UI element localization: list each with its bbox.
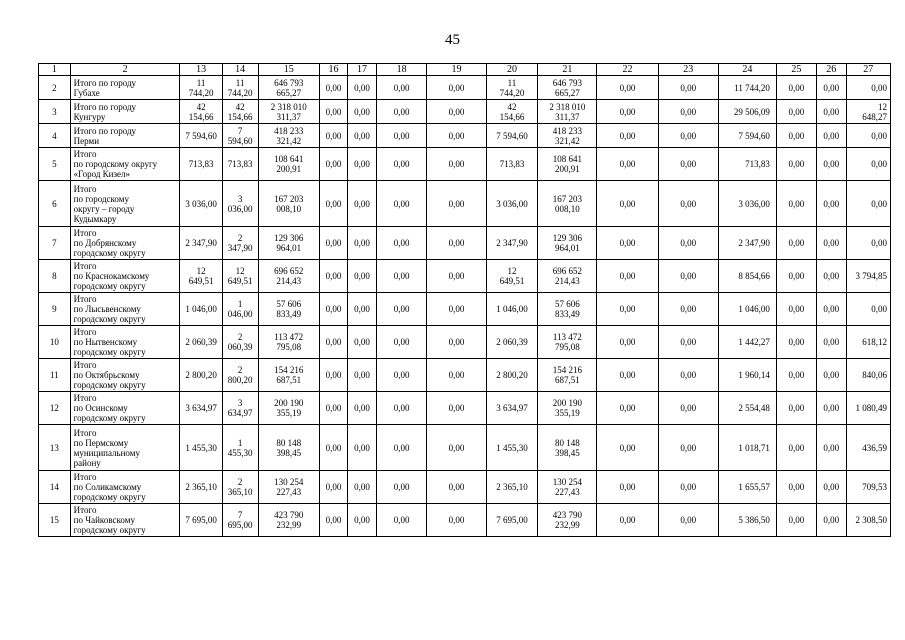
col-15-cell: 696 652 214,43 xyxy=(258,260,319,293)
col-23-cell: 0,00 xyxy=(658,124,718,148)
col-26-cell: 0,00 xyxy=(816,293,846,326)
col-17-cell: 0,00 xyxy=(348,504,377,537)
col-20-cell: 2 365,10 xyxy=(486,471,538,504)
col-21-cell: 154 216 687,51 xyxy=(538,359,597,392)
col-24-cell: 1 018,71 xyxy=(718,425,776,471)
col-19-cell: 0,00 xyxy=(427,148,486,181)
col-13-cell: 3 036,00 xyxy=(180,181,222,227)
col-17-cell: 0,00 xyxy=(348,227,377,260)
col-14-cell: 11 744,20 xyxy=(222,76,258,100)
col-19-cell: 0,00 xyxy=(427,181,486,227)
col-24-cell: 2 347,90 xyxy=(718,227,776,260)
col-14-cell: 7 695,00 xyxy=(222,504,258,537)
col-25-cell: 0,00 xyxy=(776,260,816,293)
col-21-cell: 423 790 232,99 xyxy=(538,504,597,537)
col-27-cell: 0,00 xyxy=(846,124,890,148)
col-25-cell: 0,00 xyxy=(776,392,816,425)
col-22-cell: 0,00 xyxy=(597,425,658,471)
row-number-cell: 12 xyxy=(39,392,71,425)
col-17-cell: 0,00 xyxy=(348,471,377,504)
col-17-cell: 0,00 xyxy=(348,76,377,100)
col-16-cell: 0,00 xyxy=(319,293,348,326)
col-26-cell: 0,00 xyxy=(816,124,846,148)
col-22-cell: 0,00 xyxy=(597,471,658,504)
table-row xyxy=(39,148,891,181)
col-20-cell: 12 649,51 xyxy=(486,260,538,293)
col-17-cell: 0,00 xyxy=(348,181,377,227)
col-15-cell: 108 641 200,91 xyxy=(258,148,319,181)
col-16-cell: 0,00 xyxy=(319,471,348,504)
col-15-cell: 418 233 321,42 xyxy=(258,124,319,148)
col-23-cell: 0,00 xyxy=(658,359,718,392)
column-header-25: 25 xyxy=(776,64,816,76)
col-24-cell: 1 960,14 xyxy=(718,359,776,392)
territory-name-cell: Итого по Лысьвенскому городскому округу xyxy=(70,293,180,326)
col-16-cell: 0,00 xyxy=(319,359,348,392)
col-20-cell: 3 634,97 xyxy=(486,392,538,425)
col-13-cell: 42 154,66 xyxy=(180,100,222,124)
col-19-cell: 0,00 xyxy=(427,293,486,326)
col-26-cell: 0,00 xyxy=(816,100,846,124)
col-14-cell: 2 347,90 xyxy=(222,227,258,260)
column-header-14: 14 xyxy=(222,64,258,76)
col-22-cell: 0,00 xyxy=(597,504,658,537)
territory-name-cell: Итого по Чайковскому городскому округу xyxy=(70,504,180,537)
col-26-cell: 0,00 xyxy=(816,260,846,293)
col-21-cell: 418 233 321,42 xyxy=(538,124,597,148)
col-13-cell: 7 695,00 xyxy=(180,504,222,537)
col-21-cell: 113 472 795,08 xyxy=(538,326,597,359)
col-24-cell: 3 036,00 xyxy=(718,181,776,227)
column-header-23: 23 xyxy=(658,64,718,76)
col-18-cell: 0,00 xyxy=(376,425,427,471)
col-15-cell: 646 793 665,27 xyxy=(258,76,319,100)
col-23-cell: 0,00 xyxy=(658,392,718,425)
col-27-cell: 840,06 xyxy=(846,359,890,392)
col-23-cell: 0,00 xyxy=(658,293,718,326)
col-21-cell: 130 254 227,43 xyxy=(538,471,597,504)
col-24-cell: 7 594,60 xyxy=(718,124,776,148)
col-18-cell: 0,00 xyxy=(376,100,427,124)
col-21-cell: 57 606 833,49 xyxy=(538,293,597,326)
col-14-cell: 42 154,66 xyxy=(222,100,258,124)
column-header-20: 20 xyxy=(486,64,538,76)
col-20-cell: 2 060,39 xyxy=(486,326,538,359)
column-header-16: 16 xyxy=(319,64,348,76)
row-number-cell: 14 xyxy=(39,471,71,504)
col-19-cell: 0,00 xyxy=(427,100,486,124)
col-21-cell: 129 306 964,01 xyxy=(538,227,597,260)
col-20-cell: 713,83 xyxy=(486,148,538,181)
column-header-21: 21 xyxy=(538,64,597,76)
col-27-cell: 709,53 xyxy=(846,471,890,504)
col-22-cell: 0,00 xyxy=(597,227,658,260)
row-number-cell: 7 xyxy=(39,227,71,260)
col-19-cell: 0,00 xyxy=(427,260,486,293)
col-15-cell: 167 203 008,10 xyxy=(258,181,319,227)
col-25-cell: 0,00 xyxy=(776,227,816,260)
row-number-cell: 2 xyxy=(39,76,71,100)
col-13-cell: 2 800,20 xyxy=(180,359,222,392)
col-25-cell: 0,00 xyxy=(776,76,816,100)
col-15-cell: 57 606 833,49 xyxy=(258,293,319,326)
col-21-cell: 2 318 010 311,37 xyxy=(538,100,597,124)
column-header-1: 1 xyxy=(39,64,71,76)
col-18-cell: 0,00 xyxy=(376,76,427,100)
col-19-cell: 0,00 xyxy=(427,425,486,471)
row-number-cell: 8 xyxy=(39,260,71,293)
col-24-cell: 29 506,09 xyxy=(718,100,776,124)
col-27-cell: 2 308,50 xyxy=(846,504,890,537)
row-number-cell: 6 xyxy=(39,181,71,227)
col-15-cell: 130 254 227,43 xyxy=(258,471,319,504)
col-21-cell: 108 641 200,91 xyxy=(538,148,597,181)
col-26-cell: 0,00 xyxy=(816,326,846,359)
col-16-cell: 0,00 xyxy=(319,124,348,148)
table-row xyxy=(39,181,891,227)
col-19-cell: 0,00 xyxy=(427,392,486,425)
col-22-cell: 0,00 xyxy=(597,100,658,124)
col-27-cell: 0,00 xyxy=(846,148,890,181)
col-16-cell: 0,00 xyxy=(319,100,348,124)
col-18-cell: 0,00 xyxy=(376,260,427,293)
col-15-cell: 80 148 398,45 xyxy=(258,425,319,471)
col-18-cell: 0,00 xyxy=(376,359,427,392)
col-13-cell: 2 347,90 xyxy=(180,227,222,260)
col-20-cell: 2 347,90 xyxy=(486,227,538,260)
col-13-cell: 1 046,00 xyxy=(180,293,222,326)
col-19-cell: 0,00 xyxy=(427,124,486,148)
column-header-13: 13 xyxy=(180,64,222,76)
col-24-cell: 5 386,50 xyxy=(718,504,776,537)
col-24-cell: 1 046,00 xyxy=(718,293,776,326)
col-17-cell: 0,00 xyxy=(348,392,377,425)
col-14-cell: 1 046,00 xyxy=(222,293,258,326)
col-26-cell: 0,00 xyxy=(816,181,846,227)
col-14-cell: 3 036,00 xyxy=(222,181,258,227)
table-row xyxy=(39,425,891,471)
territory-name-cell: Итого по Краснокамскому городскому округу xyxy=(70,260,180,293)
col-17-cell: 0,00 xyxy=(348,100,377,124)
col-16-cell: 0,00 xyxy=(319,181,348,227)
col-14-cell: 2 800,20 xyxy=(222,359,258,392)
territory-name-cell: Итого по Добрянскому городскому округу xyxy=(70,227,180,260)
row-number-cell: 10 xyxy=(39,326,71,359)
column-header-15: 15 xyxy=(258,64,319,76)
row-number-cell: 11 xyxy=(39,359,71,392)
col-18-cell: 0,00 xyxy=(376,504,427,537)
col-13-cell: 7 594,60 xyxy=(180,124,222,148)
col-25-cell: 0,00 xyxy=(776,181,816,227)
col-16-cell: 0,00 xyxy=(319,392,348,425)
col-20-cell: 7 695,00 xyxy=(486,504,538,537)
col-19-cell: 0,00 xyxy=(427,504,486,537)
col-22-cell: 0,00 xyxy=(597,148,658,181)
col-18-cell: 0,00 xyxy=(376,392,427,425)
column-header-26: 26 xyxy=(816,64,846,76)
territory-name-cell: Итого по Нытвенскому городскому округу xyxy=(70,326,180,359)
col-24-cell: 8 854,66 xyxy=(718,260,776,293)
col-20-cell: 1 046,00 xyxy=(486,293,538,326)
col-24-cell: 2 554,48 xyxy=(718,392,776,425)
territory-name-cell: Итого по Октябрьскому городскому округу xyxy=(70,359,180,392)
col-27-cell: 618,12 xyxy=(846,326,890,359)
col-26-cell: 0,00 xyxy=(816,227,846,260)
col-21-cell: 200 190 355,19 xyxy=(538,392,597,425)
territory-name-cell: Итого по городу Перми xyxy=(70,124,180,148)
table-row xyxy=(39,359,891,392)
territory-name-cell: Итого по городскому округу – городу Кудымкару xyxy=(70,181,180,227)
row-number-cell: 4 xyxy=(39,124,71,148)
col-16-cell: 0,00 xyxy=(319,425,348,471)
col-23-cell: 0,00 xyxy=(658,326,718,359)
col-26-cell: 0,00 xyxy=(816,359,846,392)
col-17-cell: 0,00 xyxy=(348,326,377,359)
col-22-cell: 0,00 xyxy=(597,124,658,148)
col-23-cell: 0,00 xyxy=(658,181,718,227)
col-20-cell: 42 154,66 xyxy=(486,100,538,124)
col-27-cell: 3 794,85 xyxy=(846,260,890,293)
col-15-cell: 113 472 795,08 xyxy=(258,326,319,359)
col-17-cell: 0,00 xyxy=(348,260,377,293)
col-19-cell: 0,00 xyxy=(427,326,486,359)
col-27-cell: 1 080,49 xyxy=(846,392,890,425)
row-number-cell: 15 xyxy=(39,504,71,537)
col-20-cell: 7 594,60 xyxy=(486,124,538,148)
table-row xyxy=(39,124,891,148)
col-18-cell: 0,00 xyxy=(376,148,427,181)
col-15-cell: 200 190 355,19 xyxy=(258,392,319,425)
col-23-cell: 0,00 xyxy=(658,148,718,181)
col-18-cell: 0,00 xyxy=(376,293,427,326)
col-27-cell: 12 648,27 xyxy=(846,100,890,124)
col-19-cell: 0,00 xyxy=(427,227,486,260)
col-25-cell: 0,00 xyxy=(776,148,816,181)
col-27-cell: 436,59 xyxy=(846,425,890,471)
col-14-cell: 2 060,39 xyxy=(222,326,258,359)
column-header-2: 2 xyxy=(70,64,180,76)
col-16-cell: 0,00 xyxy=(319,326,348,359)
territory-name-cell: Итого по Осинскому городскому округу xyxy=(70,392,180,425)
column-header-24: 24 xyxy=(718,64,776,76)
col-14-cell: 2 365,10 xyxy=(222,471,258,504)
table-row xyxy=(39,260,891,293)
col-26-cell: 0,00 xyxy=(816,504,846,537)
row-number-cell: 3 xyxy=(39,100,71,124)
col-13-cell: 3 634,97 xyxy=(180,392,222,425)
col-22-cell: 0,00 xyxy=(597,76,658,100)
col-27-cell: 0,00 xyxy=(846,76,890,100)
col-23-cell: 0,00 xyxy=(658,425,718,471)
table-row xyxy=(39,392,891,425)
col-25-cell: 0,00 xyxy=(776,504,816,537)
col-20-cell: 2 800,20 xyxy=(486,359,538,392)
page-number: 45 xyxy=(445,32,460,48)
col-22-cell: 0,00 xyxy=(597,293,658,326)
col-18-cell: 0,00 xyxy=(376,227,427,260)
col-24-cell: 713,83 xyxy=(718,148,776,181)
col-15-cell: 154 216 687,51 xyxy=(258,359,319,392)
col-13-cell: 11 744,20 xyxy=(180,76,222,100)
col-20-cell: 1 455,30 xyxy=(486,425,538,471)
col-26-cell: 0,00 xyxy=(816,148,846,181)
col-22-cell: 0,00 xyxy=(597,326,658,359)
col-26-cell: 0,00 xyxy=(816,392,846,425)
col-14-cell: 713,83 xyxy=(222,148,258,181)
territory-name-cell: Итого по Соликамскому городскому округу xyxy=(70,471,180,504)
table-row xyxy=(39,293,891,326)
col-22-cell: 0,00 xyxy=(597,392,658,425)
table-header-row xyxy=(39,64,891,76)
col-25-cell: 0,00 xyxy=(776,471,816,504)
col-26-cell: 0,00 xyxy=(816,76,846,100)
col-25-cell: 0,00 xyxy=(776,359,816,392)
col-25-cell: 0,00 xyxy=(776,326,816,359)
col-23-cell: 0,00 xyxy=(658,227,718,260)
col-23-cell: 0,00 xyxy=(658,504,718,537)
col-18-cell: 0,00 xyxy=(376,181,427,227)
col-15-cell: 2 318 010 311,37 xyxy=(258,100,319,124)
col-16-cell: 0,00 xyxy=(319,148,348,181)
col-21-cell: 80 148 398,45 xyxy=(538,425,597,471)
table-row xyxy=(39,326,891,359)
col-17-cell: 0,00 xyxy=(348,148,377,181)
column-header-17: 17 xyxy=(348,64,377,76)
table-row xyxy=(39,504,891,537)
col-16-cell: 0,00 xyxy=(319,260,348,293)
territory-name-cell: Итого по Пермскому муниципальному району xyxy=(70,425,180,471)
table-row xyxy=(39,471,891,504)
col-25-cell: 0,00 xyxy=(776,124,816,148)
col-27-cell: 0,00 xyxy=(846,227,890,260)
col-14-cell: 12 649,51 xyxy=(222,260,258,293)
row-number-cell: 5 xyxy=(39,148,71,181)
col-14-cell: 7 594,60 xyxy=(222,124,258,148)
col-23-cell: 0,00 xyxy=(658,471,718,504)
col-19-cell: 0,00 xyxy=(427,471,486,504)
col-21-cell: 646 793 665,27 xyxy=(538,76,597,100)
col-17-cell: 0,00 xyxy=(348,293,377,326)
col-18-cell: 0,00 xyxy=(376,124,427,148)
col-24-cell: 11 744,20 xyxy=(718,76,776,100)
table-row xyxy=(39,100,891,124)
col-18-cell: 0,00 xyxy=(376,471,427,504)
col-22-cell: 0,00 xyxy=(597,260,658,293)
col-18-cell: 0,00 xyxy=(376,326,427,359)
col-15-cell: 423 790 232,99 xyxy=(258,504,319,537)
col-20-cell: 3 036,00 xyxy=(486,181,538,227)
col-21-cell: 167 203 008,10 xyxy=(538,181,597,227)
col-15-cell: 129 306 964,01 xyxy=(258,227,319,260)
col-24-cell: 1 442,27 xyxy=(718,326,776,359)
col-19-cell: 0,00 xyxy=(427,359,486,392)
column-header-18: 18 xyxy=(376,64,427,76)
col-16-cell: 0,00 xyxy=(319,227,348,260)
col-27-cell: 0,00 xyxy=(846,181,890,227)
col-23-cell: 0,00 xyxy=(658,100,718,124)
column-header-22: 22 xyxy=(597,64,658,76)
col-23-cell: 0,00 xyxy=(658,76,718,100)
col-24-cell: 1 655,57 xyxy=(718,471,776,504)
col-25-cell: 0,00 xyxy=(776,425,816,471)
col-14-cell: 1 455,30 xyxy=(222,425,258,471)
data-table xyxy=(38,63,891,537)
col-16-cell: 0,00 xyxy=(319,76,348,100)
col-17-cell: 0,00 xyxy=(348,359,377,392)
col-20-cell: 11 744,20 xyxy=(486,76,538,100)
col-21-cell: 696 652 214,43 xyxy=(538,260,597,293)
col-23-cell: 0,00 xyxy=(658,260,718,293)
col-19-cell: 0,00 xyxy=(427,76,486,100)
column-header-19: 19 xyxy=(427,64,486,76)
column-header-27: 27 xyxy=(846,64,890,76)
territory-name-cell: Итого по городскому округу «Город Кизел» xyxy=(70,148,180,181)
col-13-cell: 713,83 xyxy=(180,148,222,181)
col-27-cell: 0,00 xyxy=(846,293,890,326)
col-13-cell: 2 060,39 xyxy=(180,326,222,359)
col-25-cell: 0,00 xyxy=(776,100,816,124)
col-13-cell: 12 649,51 xyxy=(180,260,222,293)
row-number-cell: 13 xyxy=(39,425,71,471)
table-row xyxy=(39,227,891,260)
col-25-cell: 0,00 xyxy=(776,293,816,326)
col-26-cell: 0,00 xyxy=(816,471,846,504)
col-22-cell: 0,00 xyxy=(597,181,658,227)
col-14-cell: 3 634,97 xyxy=(222,392,258,425)
col-26-cell: 0,00 xyxy=(816,425,846,471)
table-row xyxy=(39,76,891,100)
col-22-cell: 0,00 xyxy=(597,359,658,392)
col-17-cell: 0,00 xyxy=(348,124,377,148)
col-13-cell: 1 455,30 xyxy=(180,425,222,471)
col-16-cell: 0,00 xyxy=(319,504,348,537)
col-13-cell: 2 365,10 xyxy=(180,471,222,504)
territory-name-cell: Итого по городу Кунгуру xyxy=(70,100,180,124)
territory-name-cell: Итого по городу Губахе xyxy=(70,76,180,100)
col-17-cell: 0,00 xyxy=(348,425,377,471)
row-number-cell: 9 xyxy=(39,293,71,326)
